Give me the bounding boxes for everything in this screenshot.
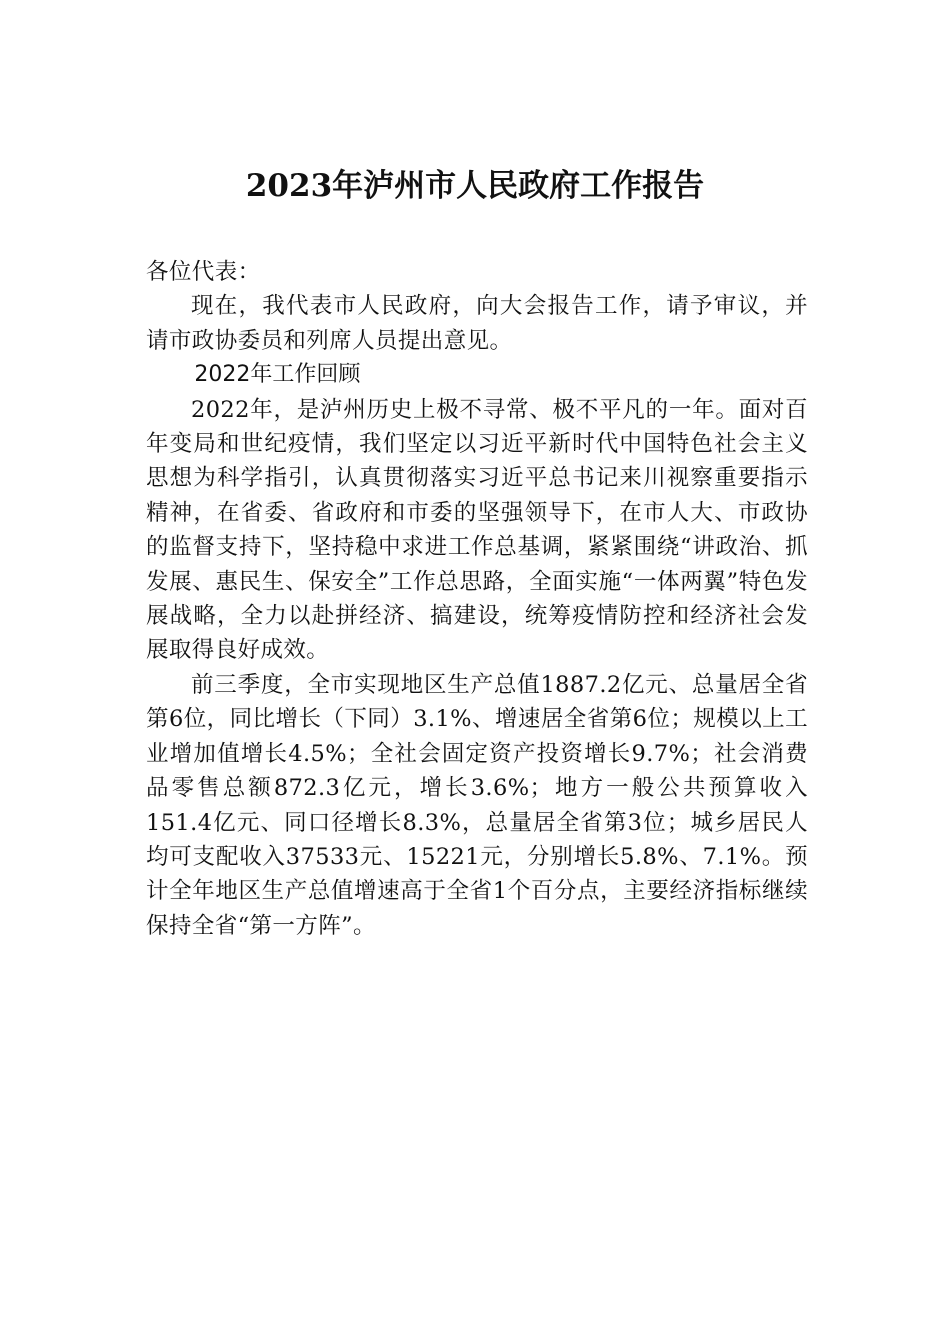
paragraph-review: 2022年，是泸州历史上极不寻常、极不平凡的一年。面对百年变局和世纪疫情，我们坚定以习近平新时代中国特色社会主义思想为科学指引，认真贯彻落实习近平总书记来川视察重要指示精神，在省委、省政府和市委的坚强领导下，在市人大、市政协的监督支持下，坚持稳中求进工作总基调，紧紧围绕“讲政治、抓发展、惠民生、保安全”工作总思路，全面实施“一体两翼”特色发展战略，全力以赴拼经济、搞建设，统筹疫情防控和经济社会发展取得良好成效。 [146,396,808,664]
salutation: 各位代表： [146,259,261,285]
document-title: 2023年泸州市人民政府工作报告 [245,168,705,204]
document-body [146,255,808,943]
paragraph-economic-indicators: 前三季度，全市实现地区生产总值1887.2亿元、总量居全省第6位，同比增长（下同）3.1%、增速居全省第6位；规模以上工业增加值增长4.5%；全社会固定资产投资增长9.7%；社会消费品零售总额872.3亿元，增长3.6%；地方一般公共预算收入151.4亿元、同口径增长8.3%，总量居全省第3位；城乡居民人均可支配收入37533元、15221元，分别增长5.8%、7.1%。预计全年地区生产总值增速高于全省1个百分点，主要经济指标继续保持全省“第一方阵”。 [146,671,808,939]
section-heading: 2022年工作回顾 [194,362,361,388]
intro-paragraph: 现在，我代表市人民政府，向大会报告工作，请予审议，并请市政协委员和列席人员提出意见。 [146,293,808,354]
